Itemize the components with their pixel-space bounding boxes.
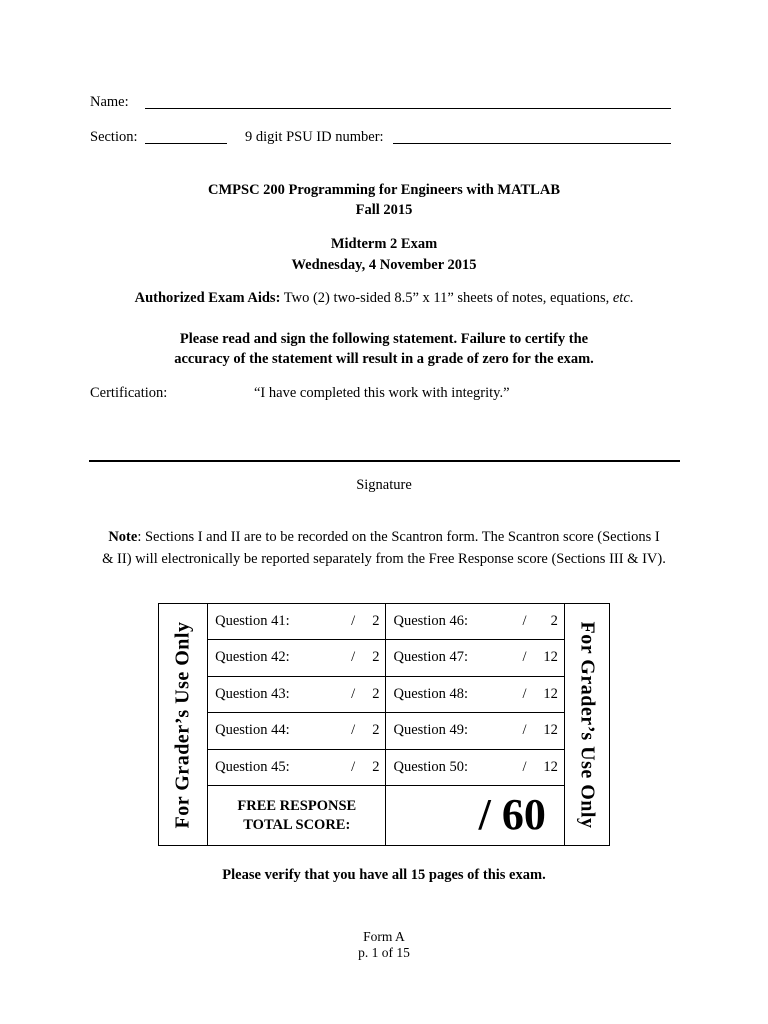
- question-points: 12: [543, 722, 558, 739]
- course-term: Fall 2015: [355, 202, 413, 218]
- name-field[interactable]: [145, 108, 671, 109]
- question-label: Question 44:: [215, 722, 290, 739]
- question-46-cell: [386, 604, 564, 640]
- question-45-cell: [208, 749, 386, 785]
- score-slash: /: [351, 758, 356, 775]
- exam-aids-text: Two (2) two-sided 8.5” x 11” sheets of notes, equations,: [280, 290, 613, 306]
- score-slash: /: [351, 649, 356, 666]
- note-label: Note: [108, 529, 138, 545]
- question-points: 12: [543, 685, 558, 702]
- grader-side-label-left: [159, 604, 208, 846]
- grader-side-text-right: For Grader’s Use Only: [576, 621, 599, 828]
- question-label: Question 47:: [393, 649, 468, 666]
- question-points: 2: [372, 613, 380, 629]
- psu-id-field[interactable]: [393, 143, 671, 144]
- question-47-cell: [386, 640, 564, 676]
- section-field[interactable]: [145, 143, 227, 144]
- question-41-cell: [208, 604, 386, 640]
- question-label: Question 46:: [393, 613, 468, 629]
- question-43-cell: [208, 676, 386, 712]
- exam-title: Midterm 2 Exam: [330, 236, 438, 252]
- score-slash: /: [522, 722, 527, 739]
- score-slash: /: [351, 722, 356, 739]
- question-label: Question 45:: [215, 758, 290, 775]
- question-48-cell: [386, 676, 564, 712]
- question-points: 2: [550, 613, 558, 629]
- score-slash: /: [351, 613, 356, 629]
- exam-date: Wednesday, 4 November 2015: [291, 257, 477, 273]
- question-points: 2: [372, 685, 380, 702]
- question-points: 2: [372, 758, 380, 775]
- total-score-cell: [386, 786, 564, 846]
- score-slash: /: [522, 758, 527, 775]
- statement-line-2: accuracy of the statement will result in a grade of zero for the exam.: [174, 351, 594, 367]
- question-label: Question 50:: [393, 758, 468, 775]
- question-points: 12: [543, 649, 558, 666]
- grader-side-text-left: For Grader’s Use Only: [171, 621, 194, 828]
- exam-aids: [0, 290, 768, 307]
- signature-label: Signature: [356, 477, 412, 493]
- grader-table: [158, 603, 610, 846]
- question-label: Question 41:: [215, 613, 290, 629]
- exam-aids-etc: etc: [612, 290, 630, 306]
- section-label: Section:: [90, 129, 138, 145]
- signature-line[interactable]: [89, 460, 680, 462]
- question-label: Question 43:: [215, 685, 290, 702]
- name-label: Name:: [90, 94, 129, 110]
- score-slash: /: [522, 613, 527, 629]
- certification-quote: “I have completed this work with integrity.”: [254, 385, 510, 401]
- question-points: 12: [543, 758, 558, 775]
- psu-id-label: 9 digit PSU ID number:: [245, 129, 384, 145]
- free-response-label-2: TOTAL SCORE:: [243, 816, 351, 833]
- footer-form: Form A: [363, 929, 405, 944]
- question-50-cell: [386, 749, 564, 785]
- question-label: Question 42:: [215, 649, 290, 666]
- free-response-label-cell: [208, 786, 386, 846]
- question-label: Question 48:: [393, 685, 468, 702]
- question-points: 2: [372, 722, 380, 739]
- statement-line-1: Please read and sign the following statement. Failure to certify the: [179, 331, 589, 347]
- course-title: CMPSC 200 Programming for Engineers with MATLAB: [207, 182, 560, 198]
- footer-page-number: p. 1 of 15: [358, 945, 410, 960]
- question-label: Question 49:: [393, 722, 468, 739]
- free-response-label-1: FREE RESPONSE: [237, 797, 357, 814]
- question-points: 2: [372, 649, 380, 666]
- total-score-value: / 60: [478, 790, 546, 840]
- question-49-cell: [386, 713, 564, 749]
- note-text-1: : Sections I and II are to be recorded on the Scantron form. The Scantron score (Sections I: [137, 529, 660, 545]
- grader-side-label-right: [564, 604, 609, 846]
- exam-aids-end: .: [629, 290, 634, 306]
- exam-aids-label: Authorized Exam Aids:: [134, 290, 281, 306]
- question-44-cell: [208, 713, 386, 749]
- verify-pages: Please verify that you have all 15 pages of this exam.: [222, 867, 546, 883]
- certification-label: Certification:: [90, 385, 168, 401]
- score-slash: /: [522, 649, 527, 666]
- question-42-cell: [208, 640, 386, 676]
- note-line-1: [0, 529, 768, 546]
- score-slash: /: [351, 685, 356, 702]
- score-slash: /: [522, 685, 527, 702]
- note-line-2: & II) will electronically be reported separately from the Free Response score (Sections III & IV).: [102, 551, 666, 567]
